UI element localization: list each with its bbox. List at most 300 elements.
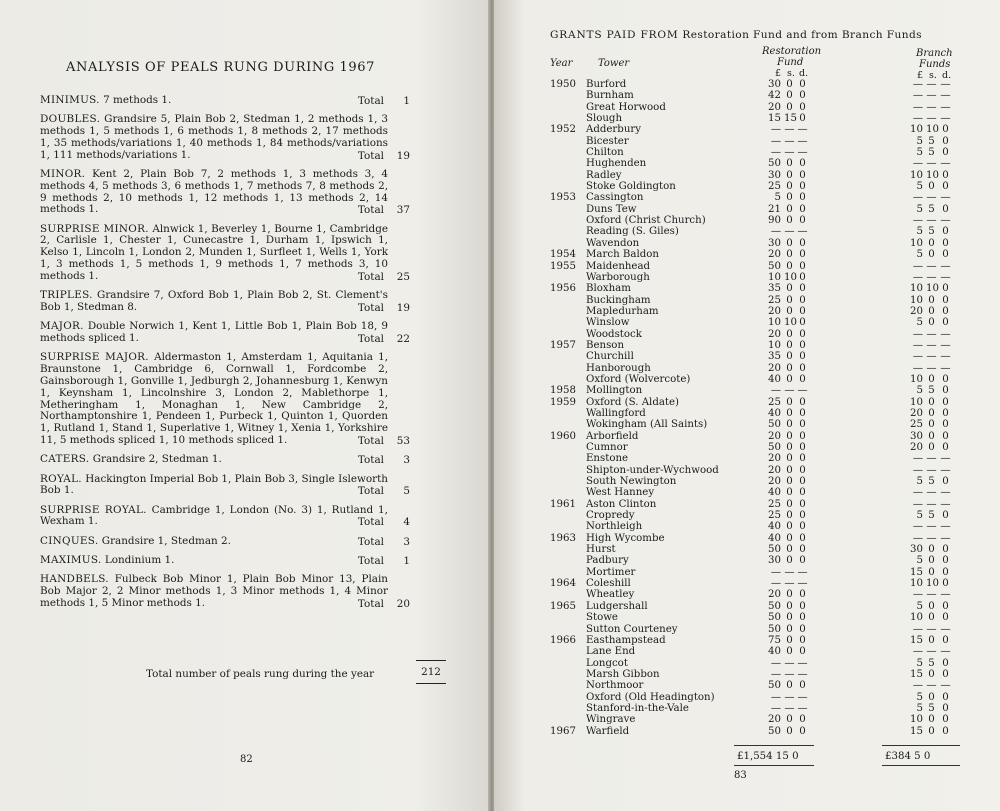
restoration-pence-cell: 0 — [799, 623, 806, 635]
restoration-pence-cell: 0 — [799, 90, 806, 102]
restoration-shillings-cell: 0 — [786, 600, 793, 612]
restoration-pounds-cell: 40 — [768, 487, 781, 499]
restoration-pence-cell: — — [797, 702, 808, 714]
restoration-pence-cell: 0 — [799, 294, 806, 306]
branch-pence-cell: — — [940, 328, 951, 340]
branch-pounds-cell: 5 — [916, 385, 923, 397]
table-row — [494, 329, 1000, 340]
table-row — [494, 351, 1000, 362]
branch-pounds-cell: — — [912, 328, 923, 340]
branch-header-line2: Funds — [919, 59, 951, 70]
branch-pounds-cell: 10 — [910, 283, 923, 295]
tower-cell: Radley — [586, 169, 622, 181]
peal-section-body: Grandsire 5, Plain Bob 2, Stedman 1, 2 methods 1, 3 methods 1, 5 methods 1, 6 methods 1, 8 methods 2, 17 methods 1, 35 methods/variations 1, 40 methods 1, 84 methods/variations 1, 111 methods/variations 1. — [40, 113, 388, 161]
restoration-shillings-cell: — — [784, 147, 795, 159]
total-label: Total — [357, 149, 384, 162]
table-row — [494, 499, 1000, 510]
restoration-shillings-cell: 10 — [784, 271, 797, 283]
branch-shillings-cell: — — [926, 464, 937, 476]
branch-pounds-cell: — — [912, 532, 923, 544]
restoration-pence-cell: 0 — [799, 215, 806, 227]
total-label: Total — [357, 204, 384, 217]
total-label: Total — [357, 555, 384, 567]
branch-pounds-cell: — — [912, 113, 923, 125]
tower-cell: Woodstock — [586, 328, 642, 340]
tower-cell: Wokingham (All Saints) — [586, 419, 708, 431]
branch-pounds-cell: — — [912, 351, 923, 363]
peal-section-total — [358, 599, 410, 611]
branch-pence-cell: — — [940, 532, 951, 544]
peal-section — [40, 290, 428, 314]
restoration-pounds-cell: 50 — [768, 260, 781, 272]
restoration-shillings-cell: 0 — [786, 339, 793, 351]
peal-section-heading: MAXIMUS. — [40, 554, 102, 566]
branch-shillings-cell: — — [926, 532, 937, 544]
restoration-pence-cell: 0 — [799, 521, 806, 533]
peal-section-body: 7 methods 1. — [103, 94, 172, 106]
grants-table — [494, 79, 1000, 737]
restoration-shillings-cell: 0 — [786, 476, 793, 488]
restoration-pence-cell: — — [797, 657, 808, 669]
restoration-pence-cell: 0 — [799, 476, 806, 488]
restoration-pence-cell: — — [797, 147, 808, 159]
branch-pounds-cell: 5 — [916, 657, 923, 669]
peal-section-total — [358, 272, 410, 284]
peal-section-total — [358, 303, 410, 315]
branch-shillings-cell: 5 — [928, 203, 935, 215]
table-row — [494, 102, 1000, 113]
restoration-shillings-cell: 0 — [786, 249, 793, 261]
restoration-pence-cell: 0 — [799, 600, 806, 612]
peal-section-body: Alnwick 1, Beverley 1, Bourne 1, Cambridge 2, Carlisle 1, Chester 1, Cunecastre 1, Durham 1, Ipswich 1, Kelso 1, Lincoln 1, London 2, Munden 1, Surfleet 1, Wells 1, York 1, 3 methods 1, 5 methods 1, 9 methods 1, 7 methods 3, 10 methods 1. — [40, 222, 388, 282]
branch-shillings-cell: — — [926, 158, 937, 170]
branch-pounds-cell: 5 — [916, 600, 923, 612]
restoration-shillings-cell: 0 — [786, 725, 793, 737]
table-row — [494, 272, 1000, 283]
branch-funds-total: £384 5 0 — [885, 751, 931, 762]
branch-shillings-cell: 0 — [928, 305, 935, 317]
peal-section — [40, 574, 428, 609]
tower-cell: High Wycombe — [586, 532, 665, 544]
branch-shillings-cell: 0 — [928, 566, 935, 578]
branch-pounds-cell: — — [912, 453, 923, 465]
restoration-shillings-cell: 0 — [786, 430, 793, 442]
branch-pence-cell: — — [940, 260, 951, 272]
branch-pounds-cell: — — [912, 271, 923, 283]
total-label: Total — [357, 270, 384, 283]
restoration-pence-cell: 0 — [799, 249, 806, 261]
tower-cell: Arborfield — [586, 430, 639, 442]
restoration-pounds-cell: 30 — [768, 237, 781, 249]
table-row — [494, 397, 1000, 408]
tower-cell: Aston Clinton — [586, 498, 657, 510]
restoration-pounds-cell: 20 — [768, 249, 781, 261]
table-row — [494, 726, 1000, 737]
peal-section — [40, 95, 428, 107]
year-cell: 1963 — [550, 532, 576, 544]
tower-cell: Cropredy — [586, 510, 635, 522]
right-page-number: 83 — [734, 770, 747, 781]
branch-shillings-cell: 0 — [928, 600, 935, 612]
table-row — [494, 555, 1000, 566]
branch-pounds-cell: — — [912, 79, 923, 90]
tower-cell: Wallingford — [586, 407, 646, 419]
grand-total-value: 212 — [416, 660, 446, 684]
table-row — [494, 669, 1000, 680]
branch-pounds-cell: 5 — [916, 181, 923, 193]
restoration-pounds-cell: 25 — [768, 510, 781, 522]
restoration-shillings-cell: 0 — [786, 79, 793, 90]
table-row — [494, 635, 1000, 646]
tower-cell: Buckingham — [586, 294, 651, 306]
tower-cell: Mollington — [586, 385, 643, 397]
branch-pence-cell: — — [940, 453, 951, 465]
year-cell: 1957 — [550, 339, 576, 351]
branch-pence-cell: 0 — [942, 249, 949, 261]
table-row — [494, 578, 1000, 589]
branch-pence-unit: d. — [942, 70, 952, 81]
tower-cell: Longcot — [586, 657, 628, 669]
branch-pounds-cell: 20 — [910, 305, 923, 317]
table-row — [494, 363, 1000, 374]
branch-pounds-cell: — — [912, 192, 923, 204]
tower-cell: Marsh Gibbon — [586, 668, 660, 680]
restoration-pence-cell: 0 — [799, 237, 806, 249]
restoration-shillings-cell: 0 — [786, 555, 793, 567]
restoration-pence-cell: 0 — [799, 589, 806, 601]
restoration-pounds-cell: 25 — [768, 498, 781, 510]
restoration-pence-cell: 0 — [799, 317, 806, 329]
peal-section-heading: TRIPLES. — [40, 289, 93, 302]
total-label: Total — [357, 434, 384, 447]
branch-shillings-cell: 0 — [928, 181, 935, 193]
restoration-shillings-cell: 0 — [786, 215, 793, 227]
peal-section — [40, 555, 428, 567]
restoration-pounds-cell: 25 — [768, 294, 781, 306]
table-row — [494, 136, 1000, 147]
restoration-shillings-cell: 0 — [786, 612, 793, 624]
branch-pounds-cell: — — [912, 623, 923, 635]
table-row — [494, 226, 1000, 237]
branch-shillings-cell: — — [926, 680, 937, 692]
branch-pence-cell: 0 — [942, 283, 949, 295]
peal-section — [40, 505, 428, 529]
tower-cell: Stanford-in-the-Vale — [586, 702, 689, 714]
restoration-pence-cell: 0 — [799, 419, 806, 431]
branch-pence-cell: 0 — [942, 578, 949, 590]
table-row — [494, 442, 1000, 453]
branch-pence-cell: 0 — [942, 237, 949, 249]
restoration-pence-cell: — — [797, 226, 808, 238]
peal-section-body: Londinium 1. — [104, 554, 175, 566]
branch-pence-cell: — — [940, 351, 951, 363]
total-label: Total — [357, 597, 384, 610]
year-cell: 1966 — [550, 634, 576, 646]
branch-pounds-cell: 15 — [910, 668, 923, 680]
restoration-pence-cell: 0 — [799, 442, 806, 453]
restoration-total-underline — [734, 765, 814, 766]
table-row — [494, 521, 1000, 532]
branch-shillings-cell: — — [926, 498, 937, 510]
total-value: 5 — [403, 485, 410, 498]
branch-pence-cell: — — [940, 589, 951, 601]
peal-section-heading: MAJOR. — [40, 320, 84, 333]
tower-cell: Slough — [586, 113, 623, 125]
branch-pence-cell: 0 — [942, 203, 949, 215]
branch-pence-cell: 0 — [942, 181, 949, 193]
restoration-pence-cell: 0 — [799, 453, 806, 465]
restoration-shillings-cell: 0 — [786, 101, 793, 113]
restoration-pounds-cell: — — [770, 702, 781, 714]
branch-pence-cell: — — [940, 521, 951, 533]
total-label: Total — [357, 301, 384, 314]
total-value: 1 — [403, 555, 410, 567]
peal-section-total — [358, 486, 410, 498]
branch-pence-cell: 0 — [942, 169, 949, 181]
restoration-pounds-cell: — — [770, 578, 781, 590]
peal-section-total — [358, 556, 410, 568]
branch-pence-cell: — — [940, 339, 951, 351]
branch-pence-cell: 0 — [942, 702, 949, 714]
branch-pence-cell: 0 — [942, 305, 949, 317]
restoration-pence-cell: 0 — [799, 680, 806, 692]
table-row — [494, 204, 1000, 215]
restoration-pounds-cell: 20 — [768, 453, 781, 465]
branch-pounds-cell: 15 — [910, 634, 923, 646]
branch-pence-cell: 0 — [942, 430, 949, 442]
tower-cell: West Hanney — [586, 487, 655, 499]
branch-shillings-cell: 0 — [928, 634, 935, 646]
restoration-pence-cell: 0 — [799, 634, 806, 646]
branch-pounds-cell: — — [912, 680, 923, 692]
branch-pence-cell: 0 — [942, 510, 949, 522]
peal-section-total — [358, 205, 410, 217]
restoration-pound-unit: £ — [775, 68, 782, 79]
year-cell: 1964 — [550, 578, 576, 590]
branch-pounds-cell: — — [912, 90, 923, 102]
restoration-pounds-cell: 20 — [768, 464, 781, 476]
restoration-shillings-cell: — — [784, 657, 795, 669]
peal-section-body: Double Norwich 1, Kent 1, Little Bob 1, Plain Bob 18, 9 methods spliced 1. — [40, 320, 388, 345]
peal-section-total — [358, 96, 410, 108]
tower-cell: Sutton Courteney — [586, 623, 678, 635]
table-row — [494, 567, 1000, 578]
restoration-pounds-cell: 20 — [768, 589, 781, 601]
branch-pounds-cell: — — [912, 260, 923, 272]
peal-section — [40, 474, 428, 498]
restoration-pence-cell: — — [797, 385, 808, 397]
peal-section-body: Cambridge 1, London (No. 3) 1, Rutland 1, Wexham 1. — [40, 503, 388, 528]
restoration-pounds-cell: — — [770, 691, 781, 703]
branch-pence-cell: 0 — [942, 385, 949, 397]
tower-cell: Hughenden — [586, 158, 647, 170]
tower-cell: Shipton-under-Wychwood — [586, 464, 719, 476]
restoration-shillings-cell: 15 — [784, 113, 797, 125]
tower-cell: Northleigh — [586, 521, 643, 533]
table-row — [494, 703, 1000, 714]
restoration-total-rule — [734, 745, 814, 746]
restoration-shillings-cell: 0 — [786, 521, 793, 533]
branch-pounds-cell: — — [912, 339, 923, 351]
restoration-pence-cell: 0 — [799, 158, 806, 170]
branch-pounds-cell: — — [912, 464, 923, 476]
restoration-pounds-cell: — — [770, 668, 781, 680]
restoration-pence-cell: 0 — [799, 407, 806, 419]
year-cell: 1952 — [550, 124, 576, 136]
branch-shillings-cell: 0 — [928, 544, 935, 556]
restoration-pounds-cell: 15 — [768, 113, 781, 125]
branch-shillings-cell: 5 — [928, 226, 935, 238]
branch-shillings-cell: 0 — [928, 396, 935, 408]
branch-pounds-cell: — — [912, 215, 923, 227]
branch-pounds-cell: 5 — [916, 510, 923, 522]
table-row — [494, 431, 1000, 442]
branch-shillings-cell: 0 — [928, 555, 935, 567]
branch-pence-cell: 0 — [942, 566, 949, 578]
table-row — [494, 612, 1000, 623]
branch-pence-cell: 0 — [942, 226, 949, 238]
table-row — [494, 113, 1000, 124]
branch-pence-cell: 0 — [942, 668, 949, 680]
branch-pounds-cell: 10 — [910, 294, 923, 306]
tower-cell: Lane End — [586, 646, 636, 658]
branch-pounds-cell: 5 — [916, 135, 923, 147]
table-row — [494, 295, 1000, 306]
branch-shillings-cell: 5 — [928, 476, 935, 488]
peal-section — [40, 114, 428, 161]
restoration-pounds-cell: 20 — [768, 362, 781, 374]
branch-pounds-cell: — — [912, 589, 923, 601]
year-cell: 1961 — [550, 498, 576, 510]
restoration-shillings-cell: 0 — [786, 294, 793, 306]
table-row — [494, 249, 1000, 260]
branch-pence-cell: — — [940, 646, 951, 658]
branch-shillings-cell: — — [926, 79, 937, 90]
tower-cell: Oxford (S. Aldate) — [586, 396, 680, 408]
restoration-shillings-cell: 0 — [786, 373, 793, 385]
tower-cell: Easthampstead — [586, 634, 666, 646]
branch-shillings-cell: 0 — [928, 430, 935, 442]
tower-cell: Burnham — [586, 90, 634, 102]
peal-section — [40, 169, 428, 216]
peal-section — [40, 454, 428, 466]
table-row — [494, 238, 1000, 249]
restoration-shillings-cell: 0 — [786, 181, 793, 193]
branch-pence-cell: — — [940, 487, 951, 499]
restoration-pence-cell: 0 — [799, 714, 806, 726]
restoration-shillings-cell: 0 — [786, 453, 793, 465]
restoration-pounds-cell: 30 — [768, 169, 781, 181]
peal-section-heading: ROYAL. — [40, 472, 82, 485]
restoration-pence-cell: 0 — [799, 192, 806, 204]
tower-cell: Bicester — [586, 135, 629, 147]
restoration-pence-cell: 0 — [799, 169, 806, 181]
restoration-shillings-cell: 0 — [786, 328, 793, 340]
branch-pounds-cell: — — [912, 646, 923, 658]
table-row — [494, 90, 1000, 101]
branch-shillings-cell: 10 — [926, 169, 939, 181]
branch-pence-cell: 0 — [942, 419, 949, 431]
tower-cell: Enstone — [586, 453, 629, 465]
restoration-pence-cell: 0 — [799, 544, 806, 556]
branch-pounds-cell: 10 — [910, 373, 923, 385]
tower-cell: Wingrave — [586, 714, 636, 726]
year-cell: 1958 — [550, 385, 576, 397]
branch-pence-cell: — — [940, 680, 951, 692]
restoration-pounds-cell: — — [770, 226, 781, 238]
total-value: 22 — [396, 333, 410, 346]
restoration-pounds-cell: 20 — [768, 305, 781, 317]
branch-shillings-cell: 0 — [928, 237, 935, 249]
table-row — [494, 589, 1000, 600]
branch-shilling-unit: s. — [929, 70, 937, 81]
branch-pounds-cell: 10 — [910, 714, 923, 726]
branch-shillings-cell: — — [926, 646, 937, 658]
table-row — [494, 714, 1000, 725]
branch-pence-cell: 0 — [942, 124, 949, 136]
tower-cell: Chilton — [586, 147, 624, 159]
restoration-pence-cell: 0 — [799, 725, 806, 737]
branch-shillings-cell: 10 — [926, 124, 939, 136]
peal-section-heading: SURPRISE ROYAL. — [40, 503, 147, 516]
branch-pound-unit: £ — [917, 70, 924, 81]
branch-shillings-cell: 0 — [928, 442, 935, 453]
restoration-pounds-cell: 50 — [768, 600, 781, 612]
table-row — [494, 170, 1000, 181]
peal-section-body: Grandsire 1, Stedman 2. — [101, 534, 231, 547]
restoration-shillings-cell: 0 — [786, 305, 793, 317]
year-cell: 1955 — [550, 260, 576, 272]
table-row — [494, 419, 1000, 430]
table-row — [494, 79, 1000, 90]
restoration-shillings-cell: 0 — [786, 714, 793, 726]
restoration-shillings-cell: 0 — [786, 203, 793, 215]
tower-cell: South Newington — [586, 476, 677, 488]
tower-cell: Oxford (Old Headington) — [586, 691, 715, 703]
restoration-pence-unit: d. — [799, 68, 809, 79]
restoration-pence-cell: 0 — [799, 510, 806, 522]
restoration-shillings-cell: 0 — [786, 634, 793, 646]
tower-cell: Hanborough — [586, 362, 651, 374]
restoration-shillings-cell: 0 — [786, 498, 793, 510]
tower-cell: Warborough — [586, 271, 650, 283]
branch-pounds-cell: 5 — [916, 317, 923, 329]
year-cell: 1959 — [550, 396, 576, 408]
branch-pounds-cell: 5 — [916, 147, 923, 159]
branch-pence-cell: 0 — [942, 714, 949, 726]
restoration-pence-cell: 0 — [799, 260, 806, 272]
branch-pence-cell: 0 — [942, 725, 949, 737]
branch-pounds-cell: — — [912, 158, 923, 170]
peal-section-body: Grandsire 7, Oxford Bob 1, Plain Bob 2, St. Clement's Bob 1, Stedman 8. — [40, 289, 388, 313]
tower-cell: Northmoor — [586, 680, 644, 692]
table-row — [494, 624, 1000, 635]
branch-pence-cell: 0 — [942, 317, 949, 329]
restoration-shillings-cell: 0 — [786, 90, 793, 102]
tower-cell: Bloxham — [586, 283, 631, 295]
restoration-pence-cell: — — [797, 578, 808, 590]
restoration-pence-cell: 0 — [799, 464, 806, 476]
grants-title-caps: GRANTS PAID FROM — [550, 29, 679, 41]
branch-pence-cell: 0 — [942, 407, 949, 419]
tower-cell: Coleshill — [586, 578, 631, 590]
branch-pence-cell: 0 — [942, 555, 949, 567]
restoration-pence-cell: 0 — [799, 532, 806, 544]
branch-pounds-cell: 5 — [916, 203, 923, 215]
restoration-pounds-cell: 50 — [768, 419, 781, 431]
branch-shillings-cell: 0 — [928, 612, 935, 624]
table-row — [494, 158, 1000, 169]
